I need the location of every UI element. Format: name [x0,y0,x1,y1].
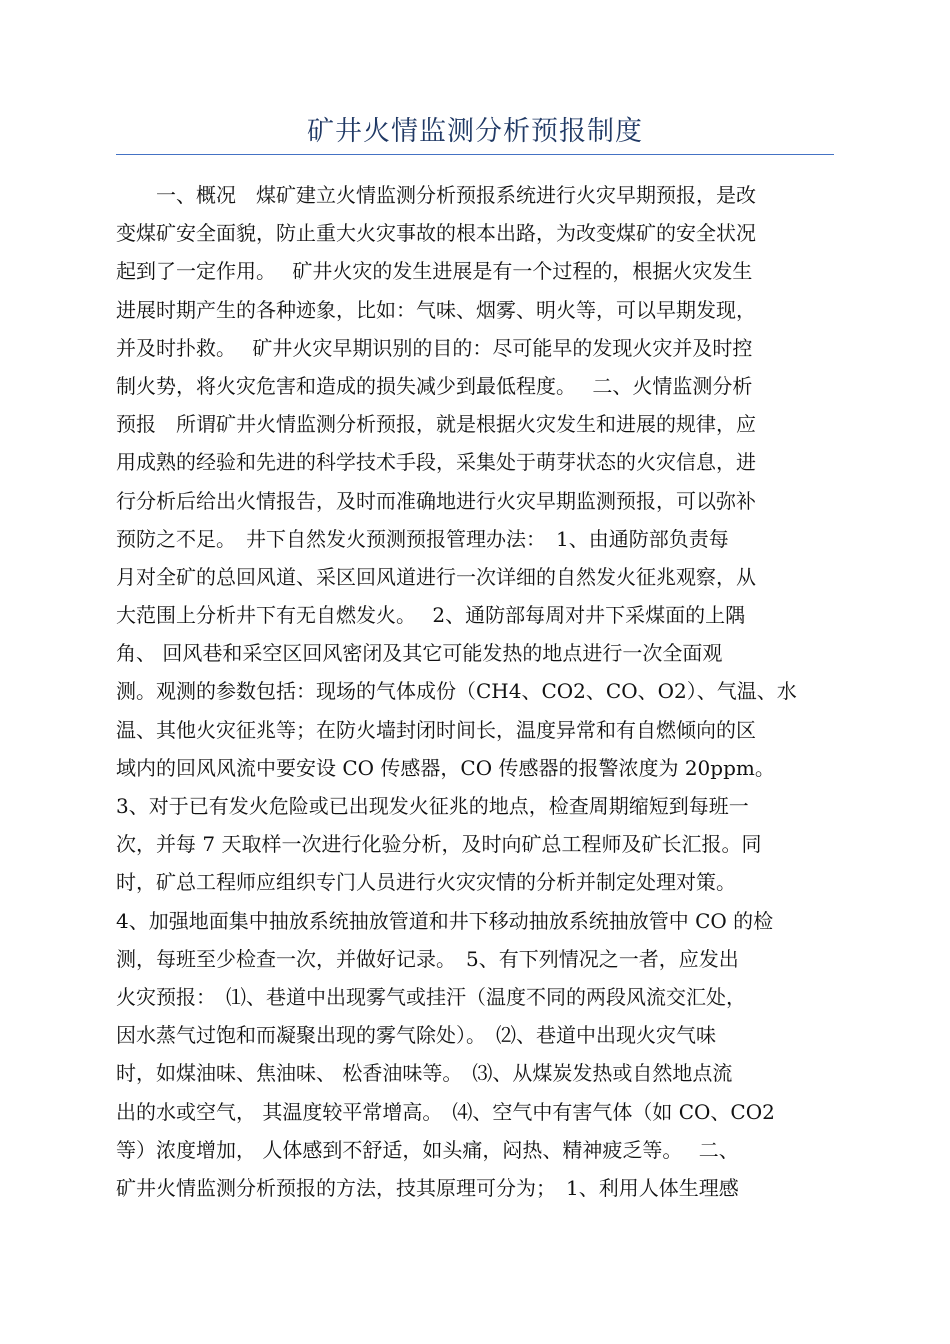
text-line: 矿井火情监测分析预报的方法，技其原理可分为； 1、利用人体生理感 [116,1175,739,1200]
title-underline [116,154,834,155]
text-line: 域内的回风风流中要安设 CO 传感器，CO 传感器的报警浓度为 20ppm。 [116,755,775,780]
text-line: 角、 回风巷和采空区回风密闭及其它可能发热的地点进行一次全面观 [116,641,723,666]
text-line: 预报 所谓矿井火情监测分析预报，就是根据火灾发生和进展的规律，应 [116,412,756,437]
text-line: 3、对于已有发火危险或已出现发火征兆的地点，检查周期缩短到每班一 [116,794,749,818]
text-line: 等）浓度增加， 人体感到不舒适，如头痛，闷热、精神疲乏等。 二、 [116,1137,739,1162]
text-line: 出的水或空气， 其温度较平常增高。 ⑷、空气中有害气体（如 CO、CO2 [116,1099,775,1124]
text-line: 因水蒸气过饱和而凝聚出现的雾气除处）。 ⑵、巷道中出现火灾气味 [116,1023,716,1048]
text-line: 时，如煤油味、焦油味、 松香油味等。 ⑶、从煤炭发热或自然地点流 [116,1061,733,1086]
text-line: 时，矿总工程师应组织专门人员进行火灾灾情的分析并制定处理对策。 [116,870,736,895]
text-line: 4、加强地面集中抽放系统抽放管道和井下移动抽放系统抽放管中 CO 的检 [116,908,774,933]
text-line: 变煤矿安全面貌，防止重大火灾事故的根本出路，为改变煤矿的安全状况 [116,221,756,246]
text-line: 月对全矿的总回风道、采区回风道进行一次详细的自然发火征兆观察，从 [116,564,756,589]
text-line: 次，并每 7 天取样一次进行化验分析，及时向矿总工程师及矿长汇报。同 [116,832,762,857]
text-line: 测，每班至少检查一次，并做好记录。 5、有下列情况之一者，应发出 [116,946,739,971]
document-title: 矿井火情监测分析预报制度 [307,116,643,147]
text-line: 一、概况 煤矿建立火情监测分析预报系统进行火灾早期预报，是改 [116,183,756,207]
text-line: 测。观测的参数包括：现场的气体成份（CH4、CO2、CO、O2）、气温、水 [116,679,797,704]
body-text [116,176,834,1207]
text-line: 制火势，将火灾危害和造成的损失减少到最低程度。 二、火情监测分析 [116,373,753,398]
text-line: 预防之不足。 井下自然发火预测预报管理办法： 1、由通防部负责每 [116,526,729,551]
text-line: 用成熟的经验和先进的科学技术手段，采集处于萌芽状态的火灾信息，进 [116,450,756,475]
text-line: 温、其他火灾征兆等；在防火墙封闭时间长，温度异常和有自燃倾向的区 [116,717,756,742]
text-line: 并及时扑救。 矿井火灾早期识别的目的：尽可能早的发现火灾并及时控 [116,335,753,360]
text-line: 行分析后给出火情报告，及时而准确地进行火灾早期监测预报，可以弥补 [116,488,756,513]
text-line: 进展时期产生的各种迹象，比如：气味、烟雾、明火等，可以早期发现， [116,297,756,322]
text-line: 大范围上分析井下有无自燃发火。 2、通防部每周对井下采煤面的上隅 [116,603,746,628]
text-line: 火灾预报： ⑴、巷道中出现雾气或挂汗（温度不同的两段风流交汇处， [116,984,746,1009]
text-line: 起到了一定作用。 矿井火灾的发生进展是有一个过程的，根据火灾发生 [116,259,753,284]
